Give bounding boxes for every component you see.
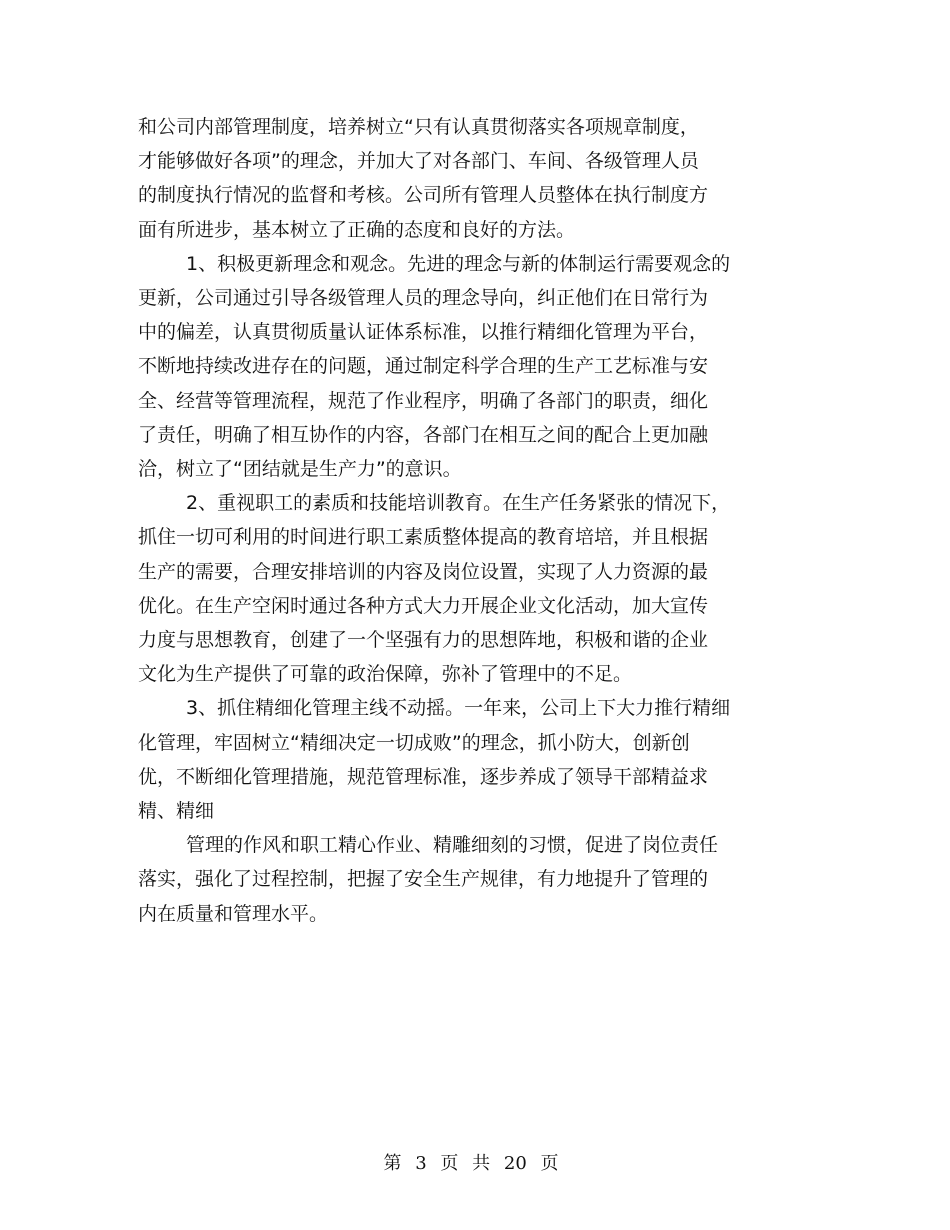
paragraph-1 xyxy=(138,110,778,247)
paragraph-line: 和公司内部管理制度，培养树立“只有认真贯彻落实各项规章制度， xyxy=(138,116,699,138)
paragraph-line: 化管理，牢固树立“精细决定一切成败”的理念，抓小防大，创新创 xyxy=(138,731,690,754)
paragraph-first-line: 3、抓住精细化管理主线不动摇。一年来，公司上下大力推行精细 xyxy=(186,697,731,720)
paragraph-line: 全、经营等管理流程，规范了作业程序，明确了各部门的职责，细化 xyxy=(138,389,709,412)
paragraph-line: 力度与思想教育，创建了一个坚强有力的思想阵地，积极和谐的企业 xyxy=(138,629,709,652)
paragraph-5 xyxy=(138,828,778,931)
paragraph-first-line: 1、积极更新理念和观念。先进的理念与新的体制运行需要观念的 xyxy=(186,252,731,275)
footer-page-word: 页 xyxy=(440,1153,459,1174)
paragraph-line: 更新，公司通过引导各级管理人员的理念导向，纠正他们在日常行为 xyxy=(138,287,709,310)
total-page-count: 20 xyxy=(503,1153,527,1174)
paragraph-line: 不断地持续改进存在的问题，通过制定科学合理的生产工艺标准与安 xyxy=(138,355,709,378)
paragraph-line: 优化。在生产空闲时通过各种方式大力开展企业文化活动，加大宣传 xyxy=(138,594,709,617)
paragraph-line: 内在质量和管理水平。 xyxy=(138,902,329,925)
paragraph-line: 抓住一切可利用的时间进行职工素质整体提高的教育培培，并且根据 xyxy=(138,526,709,549)
paragraph-line: 精、精细 xyxy=(138,800,215,823)
paragraph-line: 文化为生产提供了可靠的政治保障，弥补了管理中的不足。 xyxy=(138,663,633,686)
paragraph-3 xyxy=(138,486,778,691)
footer-total-word: 共 xyxy=(472,1153,491,1174)
document-body xyxy=(138,110,778,931)
current-page-number: 3 xyxy=(415,1153,427,1174)
paragraph-line: 落实，强化了过程控制，把握了安全生产规律，有力地提升了管理的 xyxy=(138,868,709,891)
footer-prefix: 第 xyxy=(383,1153,402,1174)
paragraph-2 xyxy=(138,247,778,486)
paragraph-line: 才能够做好各项”的理念，并加大了对各部门、车间、各级管理人员 xyxy=(138,150,699,173)
paragraph-line: 洽，树立了“团结就是生产力”的意识。 xyxy=(138,458,462,481)
paragraph-line: 的制度执行情况的监督和考核。公司所有管理人员整体在执行制度方 xyxy=(138,184,709,207)
paragraph-line: 面有所进步，基本树立了正确的态度和良好的方法。 xyxy=(138,218,576,241)
page-footer xyxy=(0,1152,950,1176)
paragraph-line: 生产的需要，合理安排培训的内容及岗位设置，实现了人力资源的最 xyxy=(138,560,709,583)
paragraph-first-line: 管理的作风和职工精心作业、精雕细刻的习惯，促进了岗位责任 xyxy=(186,834,719,857)
paragraph-line: 中的偏差，认真贯彻质量认证体系标准，以推行精细化管理为平台， xyxy=(138,321,709,344)
paragraph-line: 了责任，明确了相互协作的内容，各部门在相互之间的配合上更加融 xyxy=(138,423,709,446)
paragraph-first-line: 2、重视职工的素质和技能培训教育。在生产任务紧张的情况下， xyxy=(186,492,731,515)
paragraph-line: 优，不断细化管理措施，规范管理标准，逐步养成了领导干部精益求 xyxy=(138,765,709,788)
paragraph-4 xyxy=(138,691,778,828)
footer-suffix: 页 xyxy=(540,1153,559,1174)
